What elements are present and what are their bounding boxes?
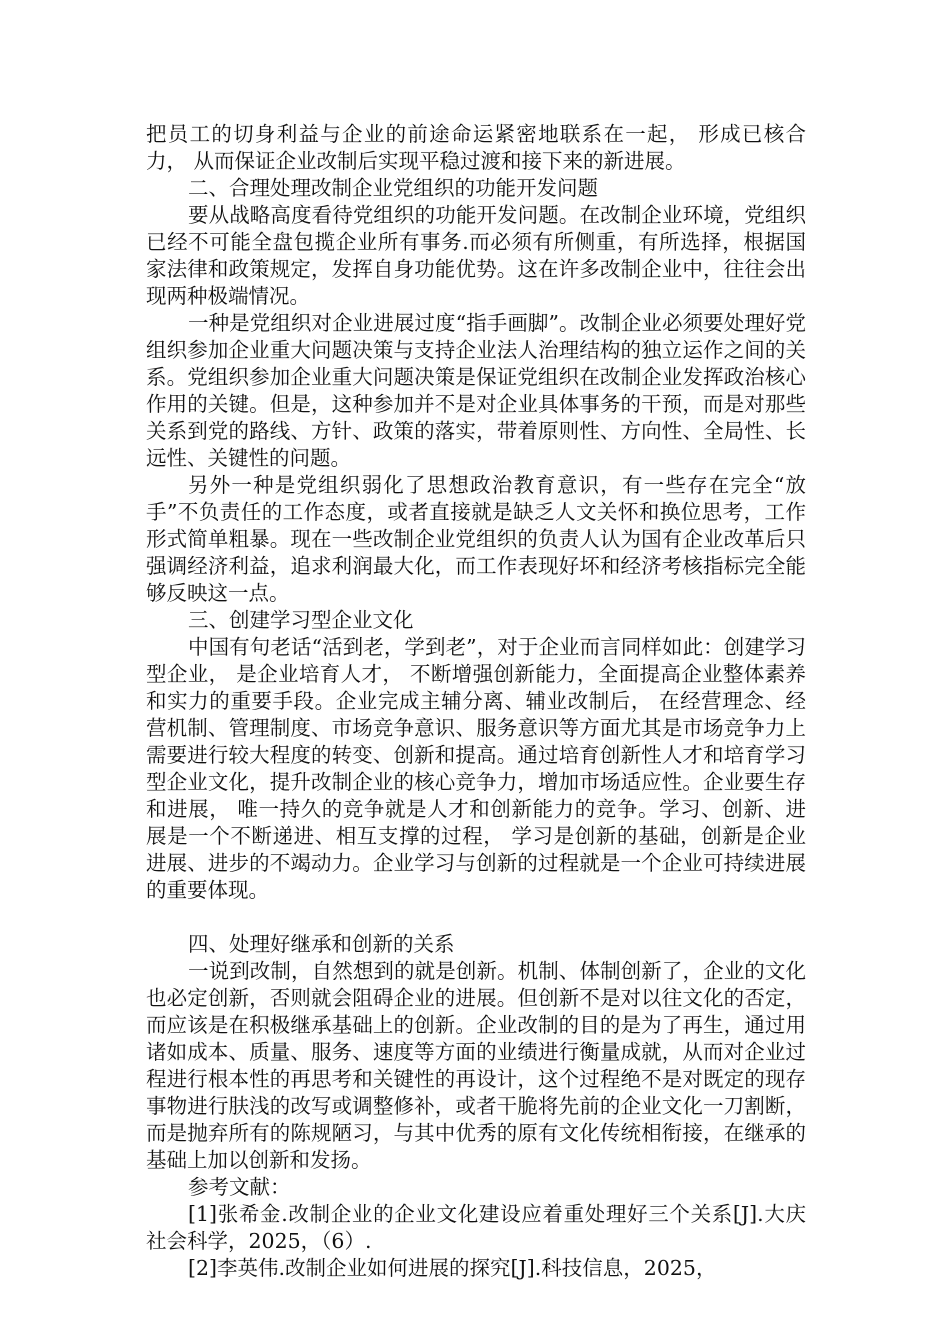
references-title: 参考文献： [188,1175,291,1199]
paragraph-continuation: 把员工的切身利益与企业的前途命运紧密地联系在一起， 形成已核合力， 从而保证企业改制后实现平稳过渡和接下来的新进展。 [146,122,806,173]
section-heading-4: 四、处理好继承和创新的关系 [188,932,455,956]
document-body [146,121,806,1282]
section-heading-2: 二、合理处理改制企业党组织的功能开发问题 [188,176,598,200]
paragraph: 另外一种是党组织弱化了思想政治教育意识，有一些存在完全“放手”不负责任的工作态度，或者直接就是缺乏人文关怀和换位思考，工作形式简单粗暴。现在一些改制企业党组织的负责人认为国有企业改革后只强调经济利益，追求利润最大化，而工作表现好坏和经济考核指标完全能够反映这一点。 [146,473,806,605]
paragraph: 一种是党组织对企业进展过度“指手画脚”。改制企业必须要处理好党组织参加企业重大问题决策与支持企业法人治理结构的独立运作之间的关系。党组织参加企业重大问题决策是保证党组织在改制企业发挥政治核心作用的关键。但是，这种参加并不是对企业具体事务的干预，而是对那些关系到党的路线、方针、政策的落实，带着原则性、方向性、全局性、长远性、关键性的问题。 [146,311,806,470]
paragraph: 中国有句老话“活到老，学到老”，对于企业而言同样如此：创建学习型企业， 是企业培育人才， 不断增强创新能力，全面提高企业整体素养和实力的重要手段。企业完成主辅分离、辅业改制后， 在经营理念、经营机制、管理制度、市场竞争意识、服务意识等方面尤其是市场竞争力上需要进行较大程度的转变、创新和提高。通过培育创新性人才和培育学习型企业文化，提升改制企业的核心竞争力，增加市场适应性。企业要生存和进展， 唯一持久的竞争就是人才和创新能力的竞争。学习、创新、进展是一个不断递进、相互支撑的过程， 学习是创新的基础，创新是企业进展、进步的不竭动力。企业学习与创新的过程就是一个企业可持续进展的重要体现。 [146,635,806,902]
paragraph: 一说到改制，自然想到的就是创新。机制、体制创新了，企业的文化也必定创新，否则就会阻碍企业的进展。但创新不是对以往文化的否定，而应该是在积极继承基础上的创新。企业改制的目的是为了再生，通过用诸如成本、质量、服务、速度等方面的业绩进行衡量成就，从而对企业过程进行根本性的再思考和关键性的再设计，这个过程绝不是对既定的现存事物进行肤浅的改写或调整修补，或者干脆将先前的企业文化一刀割断，而是抛弃所有的陈规陋习，与其中优秀的原有文化传统相衔接，在继承的基础上加以创新和发扬。 [146,959,806,1172]
reference-item: [2]李英伟.改制企业如何进展的探究[J].科技信息，2025， [188,1256,717,1280]
reference-item: [1]张希金.改制企业的企业文化建设应着重处理好三个关系[J].大庆社会科学，2025，（6）. [146,1202,806,1253]
paragraph: 要从战略高度看待党组织的功能开发问题。在改制企业环境，党组织已经不可能全盘包揽企业所有事务.而必须有所侧重，有所选择，根据国家法律和政策规定，发挥自身功能优势。这在许多改制企业中，往往会出现两种极端情况。 [146,203,806,308]
blank-line [146,904,806,931]
section-heading-3: 三、创建学习型企业文化 [188,608,414,632]
